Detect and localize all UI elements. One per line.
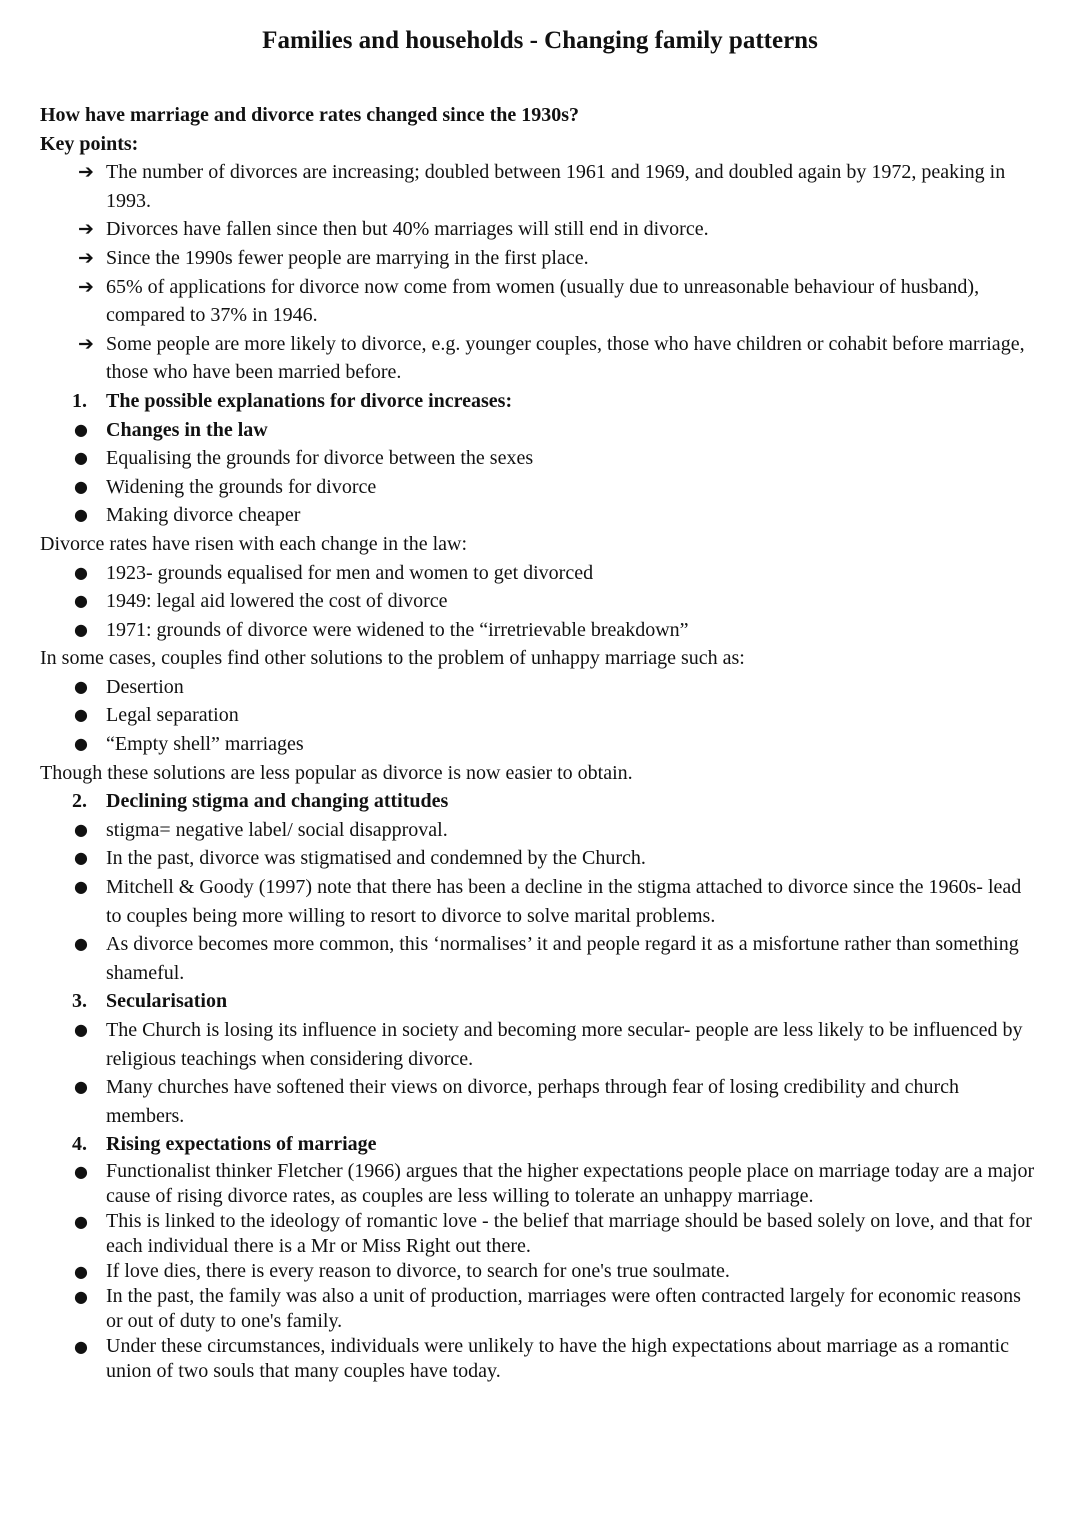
- bullet-icon: ●: [74, 505, 88, 525]
- list-item-text: Widening the grounds for divorce: [106, 475, 377, 498]
- list-item-text: In the past, the family was also a unit of production, marriages were often contracted largely for economic reasons or out of duty to one's family.: [106, 1284, 1021, 1332]
- bullet-icon: ●: [74, 448, 88, 468]
- arrow-icon: ➔: [78, 218, 94, 241]
- list-item: [40, 816, 1040, 845]
- list-item-text: Divorces have fallen since then but 40% marriages will still end in divorce.: [106, 218, 709, 241]
- bullet-icon: ●: [74, 1161, 88, 1181]
- section-number: 2.: [72, 790, 87, 813]
- bullet-icon: ●: [74, 1077, 88, 1097]
- bullet-icon: ●: [74, 476, 88, 496]
- list-item: [40, 1284, 1040, 1334]
- list-item: [40, 730, 1040, 759]
- list-item-text: This is linked to the ideology of romantic love - the belief that marriage should be based solely on love, and that for each individual there is a Mr or Miss Right out there.: [106, 1209, 1032, 1257]
- list-item: [40, 559, 1040, 588]
- list-item: [40, 1334, 1040, 1384]
- bullet-icon: ●: [74, 934, 88, 954]
- list-item-text: The number of divorces are increasing; doubled between 1961 and 1969, and doubled again by 1972, peaking in 1993.: [106, 161, 1006, 212]
- section-1-list: [40, 416, 1040, 530]
- list-item-text: 1923- grounds equalised for men and women to get divorced: [106, 561, 594, 584]
- bullet-icon: ●: [74, 1336, 88, 1356]
- bullet-icon: ●: [74, 1261, 88, 1281]
- key-points-list: [40, 158, 1040, 387]
- law-intro-text: Divorce rates have risen with each change in the law:: [40, 532, 468, 555]
- list-item-text: 1949: legal aid lowered the cost of divorce: [106, 590, 448, 613]
- list-item-text: As divorce becomes more common, this ‘normalises’ it and people regard it as a misfortune rather than something shameful.: [106, 933, 1019, 984]
- list-item: [40, 673, 1040, 702]
- list-item-text: 65% of applications for divorce now come from women (usually due to unreasonable behaviour of husband), compared to 37% in 1946.: [106, 275, 980, 327]
- section-title: Declining stigma and changing attitudes: [106, 790, 449, 813]
- section-number: 3.: [72, 990, 87, 1013]
- section-number: 1.: [72, 389, 87, 412]
- bullet-icon: ●: [74, 619, 88, 639]
- section-title: Rising expectations of marriage: [106, 1133, 377, 1156]
- list-item: [40, 158, 1040, 215]
- list-item-text: 1971: grounds of divorce were widened to the “irretrievable breakdown”: [106, 618, 689, 641]
- list-item: [40, 1016, 1040, 1073]
- bullet-icon: ●: [74, 419, 88, 439]
- list-item-text: Some people are more likely to divorce, e.g. younger couples, those who have children or cohabit before marriage, those who have been married before.: [106, 332, 1025, 384]
- list-item-text: Under these circumstances, individuals were unlikely to have the high expectations about marriage as a romantic union of two souls that many couples have today.: [106, 1334, 1010, 1382]
- list-item-text: Equalising the grounds for divorce between the sexes: [106, 447, 534, 470]
- solutions-intro-text: In some cases, couples find other solutions to the problem of unhappy marriage such as:: [40, 647, 745, 670]
- section-heading-3: [40, 987, 1040, 1016]
- section-3-list: [40, 1016, 1040, 1130]
- list-item-text: Changes in the law: [106, 418, 268, 441]
- list-item: [40, 244, 1040, 273]
- arrow-icon: ➔: [78, 161, 94, 184]
- list-item: [40, 1159, 1040, 1209]
- bullet-icon: ●: [74, 1286, 88, 1306]
- list-item-text: Functionalist thinker Fletcher (1966) argues that the higher expectations people place on marriage today are a major cause of rising divorce rates, as couples are less willing to tolerate an unhappy marriage.: [106, 1159, 1035, 1207]
- list-item-text: Since the 1990s fewer people are marrying in the first place.: [106, 246, 589, 269]
- law-changes-list: [40, 559, 1040, 645]
- list-item-text: “Empty shell” marriages: [106, 733, 304, 756]
- list-item-text: If love dies, there is every reason to divorce, to search for one's true soulmate.: [106, 1259, 730, 1282]
- list-item: [40, 273, 1040, 330]
- section-title: Secularisation: [106, 990, 228, 1013]
- list-item: [40, 330, 1040, 387]
- bullet-icon: ●: [74, 705, 88, 725]
- section-number: 4.: [72, 1133, 87, 1156]
- list-item: [40, 844, 1040, 873]
- list-item: [40, 473, 1040, 502]
- section-heading-1: [40, 387, 1040, 416]
- list-item: [40, 616, 1040, 645]
- arrow-icon: ➔: [78, 275, 94, 298]
- bullet-icon: ●: [74, 591, 88, 611]
- bullet-icon: ●: [74, 1020, 88, 1039]
- section-title: The possible explanations for divorce increases:: [106, 389, 513, 412]
- arrow-icon: ➔: [78, 246, 94, 269]
- bullet-icon: ●: [74, 819, 88, 839]
- list-item: [40, 215, 1040, 244]
- list-item-text: The Church is losing its influence in society and becoming more secular- people are less likely to be influenced by religious teachings when considering divorce.: [106, 1019, 1023, 1070]
- document-title: Families and households - Changing family patterns: [262, 27, 818, 54]
- bullet-icon: ●: [74, 1211, 88, 1231]
- list-item: [40, 1209, 1040, 1259]
- section-heading-2: [40, 787, 1040, 816]
- list-item: [40, 501, 1040, 530]
- solutions-list: [40, 673, 1040, 759]
- document-body: [40, 101, 1040, 1384]
- bullet-icon: ●: [74, 848, 88, 868]
- key-points-label: Key points:: [40, 132, 139, 155]
- list-item-text: Desertion: [106, 675, 184, 698]
- list-item: [40, 416, 1040, 445]
- bullet-icon: ●: [74, 877, 88, 897]
- bullet-icon: ●: [74, 676, 88, 696]
- list-item: [40, 701, 1040, 730]
- list-item: [40, 873, 1040, 930]
- list-item-text: Many churches have softened their views on divorce, perhaps through fear of losing credibility and church members.: [106, 1076, 960, 1127]
- question-heading: How have marriage and divorce rates changed since the 1930s?: [40, 104, 580, 126]
- list-item-text: Legal separation: [106, 704, 239, 727]
- section-heading-4: [40, 1130, 1040, 1159]
- list-item-text: Making divorce cheaper: [106, 504, 301, 527]
- list-item: [40, 1259, 1040, 1284]
- arrow-icon: ➔: [78, 332, 94, 355]
- list-item: [40, 930, 1040, 987]
- list-item-text: stigma= negative label/ social disapproval.: [106, 818, 448, 841]
- section-2-list: [40, 816, 1040, 988]
- section-4-list: [40, 1159, 1040, 1384]
- bullet-icon: ●: [74, 734, 88, 754]
- list-item-text: In the past, divorce was stigmatised and condemned by the Church.: [106, 847, 646, 870]
- bullet-icon: ●: [74, 562, 88, 582]
- list-item: [40, 587, 1040, 616]
- solutions-outro-text: Though these solutions are less popular as divorce is now easier to obtain.: [40, 761, 633, 784]
- list-item-text: Mitchell & Goody (1997) note that there has been a decline in the stigma attached to divorce since the 1960s- lead to couples being more willing to resort to divorce to solve marital problems.: [106, 876, 1022, 927]
- list-item: [40, 444, 1040, 473]
- list-item: [40, 1073, 1040, 1130]
